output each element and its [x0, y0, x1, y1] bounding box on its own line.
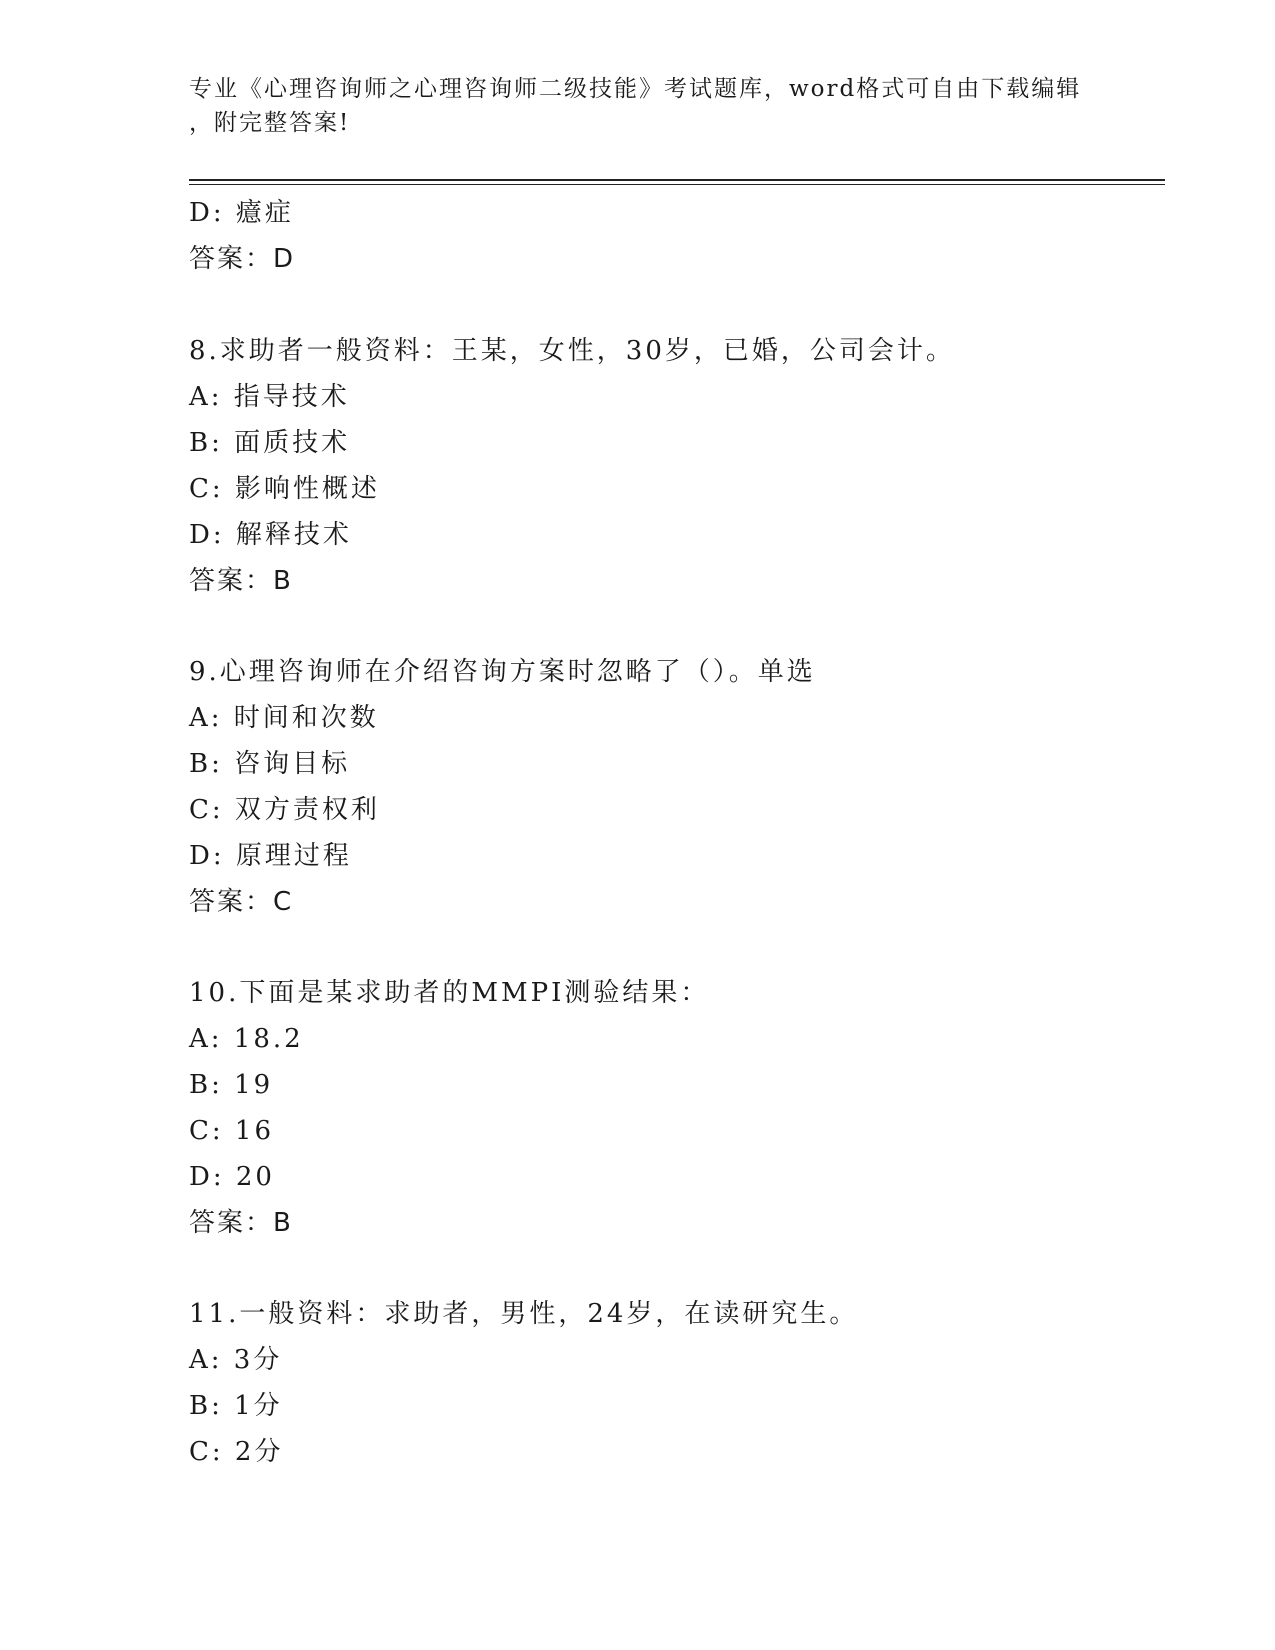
header-divider [189, 179, 1165, 185]
spacer [189, 604, 1165, 649]
option-a: A: 18.2 [189, 1024, 304, 1054]
spacer [189, 1246, 1165, 1291]
option-a: A: 指导技术 [189, 382, 350, 412]
option-b: B: 1分 [189, 1391, 283, 1421]
option-b: B: 咨询目标 [189, 749, 351, 779]
option-d: D: 20 [189, 1162, 275, 1192]
option-d: D: 癔症 [189, 198, 294, 228]
spacer [189, 925, 1165, 970]
question-stem: 10.下面是某求助者的MMPI测验结果： [189, 978, 710, 1008]
option-b: B: 面质技术 [189, 428, 351, 458]
option-d: D: 解释技术 [189, 520, 352, 550]
option-c: C: 2分 [189, 1437, 284, 1467]
answer-line: 答案：B [189, 566, 293, 596]
option-c: C: 影响性概述 [189, 474, 380, 504]
option-c: C: 16 [189, 1116, 275, 1146]
question-stem: 11.一般资料：求助者，男性，24岁，在读研究生。 [189, 1299, 859, 1329]
option-a: A: 3分 [189, 1345, 283, 1375]
option-c: C: 双方责权利 [189, 795, 380, 825]
answer-line: 答案：C [189, 887, 294, 917]
spacer [189, 282, 1165, 328]
question-stem: 8.求助者一般资料：王某，女性，30岁，已婚，公司会计。 [189, 336, 955, 366]
header-line-1: 专业《心理咨询师之心理咨询师二级技能》考试题库，word格式可自由下载编辑 [189, 76, 1082, 102]
option-a: A: 时间和次数 [189, 703, 379, 733]
option-b: B: 19 [189, 1070, 274, 1100]
answer-line: 答案：B [189, 1208, 293, 1238]
answer-line: 答案：D [189, 244, 296, 274]
option-d: D: 原理过程 [189, 841, 352, 871]
header-line-2: ，附完整答案! [189, 110, 351, 136]
question-stem: 9.心理咨询师在介绍咨询方案时忽略了（）。单选 [189, 657, 816, 687]
document-header [189, 72, 1089, 140]
question-content [189, 190, 1165, 1475]
